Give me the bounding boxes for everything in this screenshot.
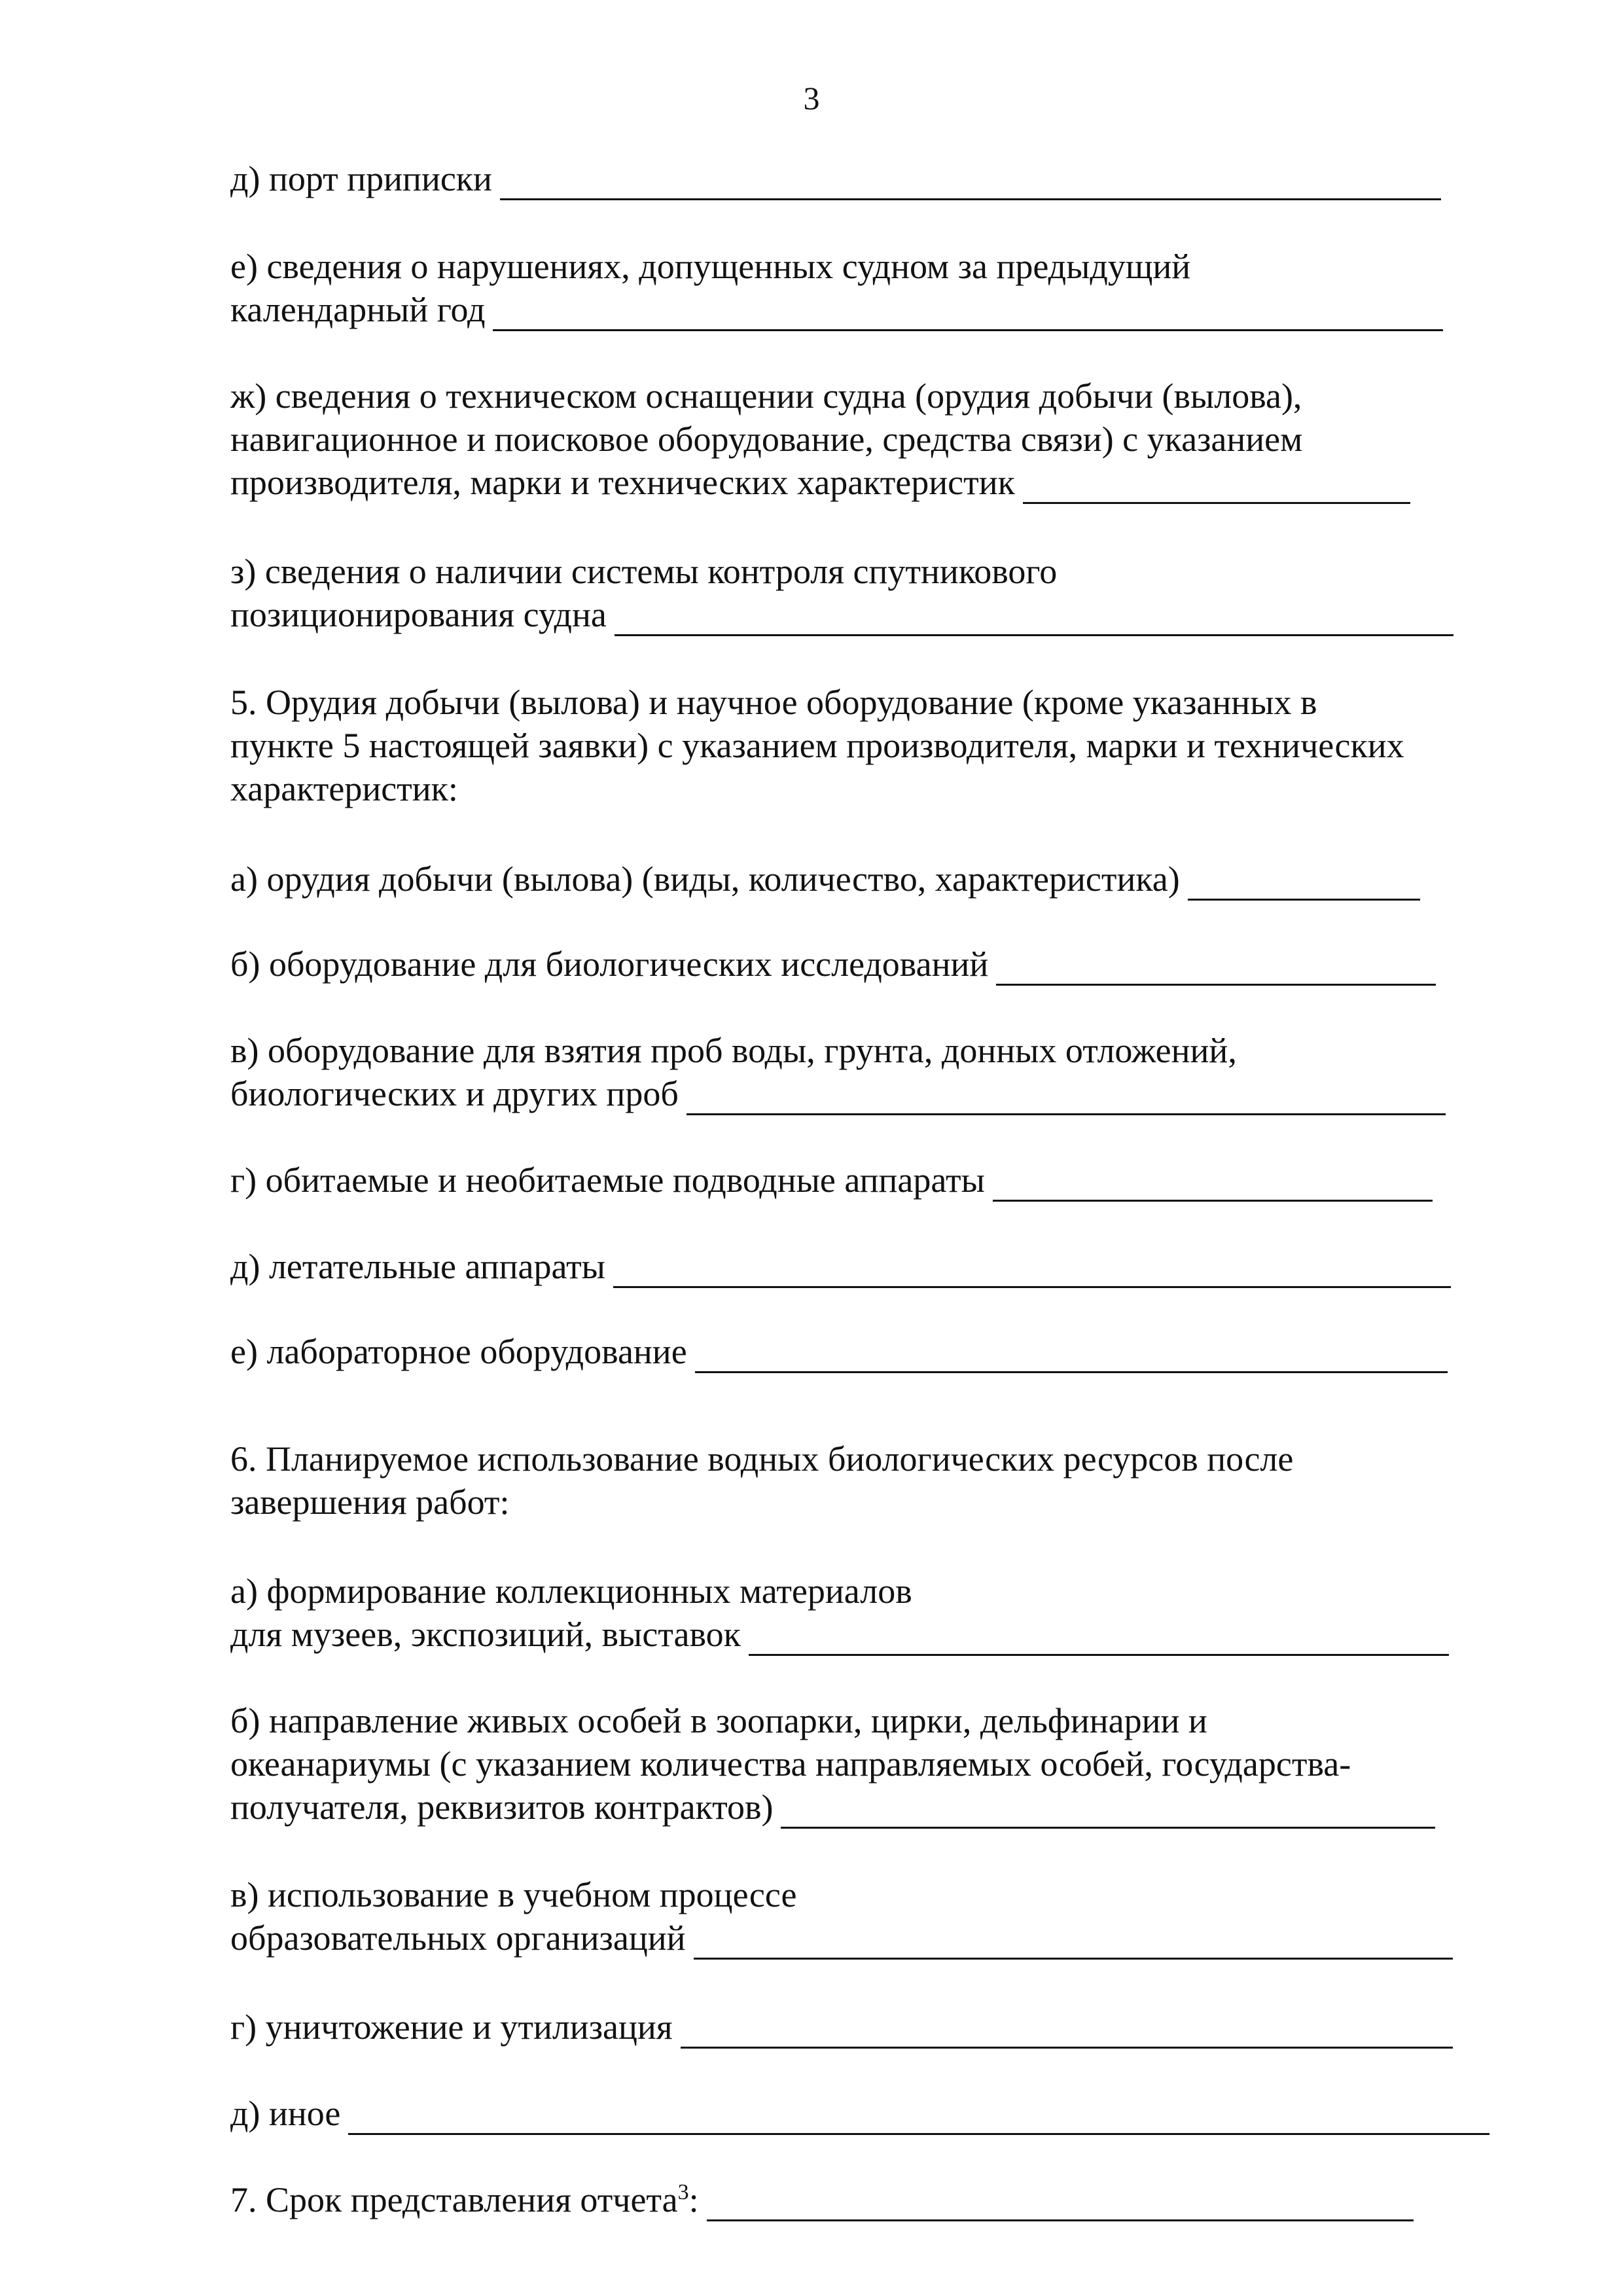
entry-fishing-gear — [230, 857, 1420, 901]
entry-line: завершения работ: — [230, 1482, 510, 1522]
entry-label: для музеев, экспозиций, выставок — [230, 1615, 741, 1654]
entry-line: а) формирование коллекционных материалов — [230, 1571, 912, 1611]
entry-label: б) оборудование для биологических исследований — [230, 944, 989, 984]
label-colon: : — [688, 2180, 699, 2219]
entry-label: 7. Срок представления отчета — [230, 2180, 678, 2219]
entry-line: з) сведения о наличии системы контроля спутникового — [230, 552, 1058, 591]
entry-label: г) обитаемые и необитаемые подводные аппараты — [230, 1160, 985, 1200]
collections-field[interactable] — [749, 1620, 1449, 1656]
bio-research-equipment-field[interactable] — [996, 950, 1436, 986]
entry-lab-equipment — [230, 1330, 1448, 1373]
entry-line: навигационное и поисковое оборудование, средства связи) с указанием — [230, 420, 1303, 459]
live-specimens-field[interactable] — [781, 1793, 1435, 1829]
entry-bio-research-equipment — [230, 942, 1436, 986]
entry-aircraft — [230, 1245, 1451, 1288]
sampling-equipment-field[interactable] — [687, 1079, 1446, 1115]
entry-education — [230, 1873, 1453, 1960]
education-field[interactable] — [694, 1924, 1453, 1960]
satellite-monitoring-field[interactable] — [615, 600, 1454, 636]
entry-label: д) порт приписки — [230, 159, 492, 198]
violations-field[interactable] — [493, 295, 1443, 331]
entry-satellite-monitoring — [230, 550, 1454, 636]
entry-sampling-equipment — [230, 1029, 1446, 1115]
entry-live-specimens — [230, 1699, 1435, 1829]
entry-port-of-registry — [230, 157, 1441, 200]
entry-line: ж) сведения о техническом оснащении судна (орудия добычи (вылова), — [230, 376, 1302, 416]
entry-label: д) иное — [230, 2094, 341, 2133]
report-deadline-field[interactable] — [707, 2185, 1414, 2221]
entry-line: 5. Орудия добычи (вылова) и научное оборудование (кроме указанных в — [230, 683, 1317, 722]
entry-line: в) оборудование для взятия проб воды, грунта, донных отложений, — [230, 1031, 1237, 1070]
entry-technical-equipment — [230, 374, 1410, 504]
footnote-marker: 3 — [677, 2180, 689, 2204]
entry-label: позиционирования судна — [230, 595, 607, 634]
section-6-heading — [230, 1437, 1293, 1524]
entry-line: характеристик: — [230, 769, 458, 808]
entry-line: пункте 5 настоящей заявки) с указанием производителя, марки и технических — [230, 726, 1404, 765]
entry-label: получателя, реквизитов контрактов) — [230, 1787, 774, 1827]
entry-label: г) уничтожение и утилизация — [230, 2007, 673, 2047]
entry-line: б) направление живых особей в зоопарки, цирки, дельфинарии и — [230, 1701, 1207, 1740]
port-of-registry-field[interactable] — [500, 164, 1441, 200]
entry-other — [230, 2092, 1489, 2135]
destruction-field[interactable] — [681, 2013, 1453, 2049]
entry-label: е) лабораторное оборудование — [230, 1332, 687, 1371]
entry-underwater-vehicles — [230, 1158, 1433, 1202]
entry-label: биологических и других проб — [230, 1074, 679, 1113]
entry-label: образовательных организаций — [230, 1918, 686, 1958]
section-5-heading — [230, 681, 1404, 810]
entry-label: календарный год — [230, 290, 486, 329]
underwater-vehicles-field[interactable] — [993, 1166, 1433, 1202]
fishing-gear-field[interactable] — [1188, 865, 1420, 901]
page-number: 3 — [803, 80, 820, 117]
lab-equipment-field[interactable] — [695, 1337, 1448, 1373]
technical-equipment-field[interactable] — [1023, 468, 1410, 504]
section-7-report-deadline — [230, 2178, 1414, 2221]
aircraft-field[interactable] — [613, 1252, 1451, 1288]
entry-line: е) сведения о нарушениях, допущенных судном за предыдущий — [230, 247, 1191, 286]
entry-violations — [230, 245, 1443, 331]
entry-line: в) использование в учебном процессе — [230, 1875, 797, 1914]
entry-line: океанариумы (с указанием количества направляемых особей, государства- — [230, 1744, 1351, 1784]
other-field[interactable] — [348, 2099, 1489, 2135]
entry-collections — [230, 1570, 1449, 1656]
entry-label: производителя, марки и технических характеристик — [230, 463, 1015, 502]
entry-line: 6. Планируемое использование водных биологических ресурсов после — [230, 1439, 1294, 1479]
entry-destruction — [230, 2005, 1453, 2049]
entry-label: а) орудия добычи (вылова) (виды, количество, характеристика) — [230, 859, 1180, 899]
entry-label: д) летательные аппараты — [230, 1247, 605, 1286]
